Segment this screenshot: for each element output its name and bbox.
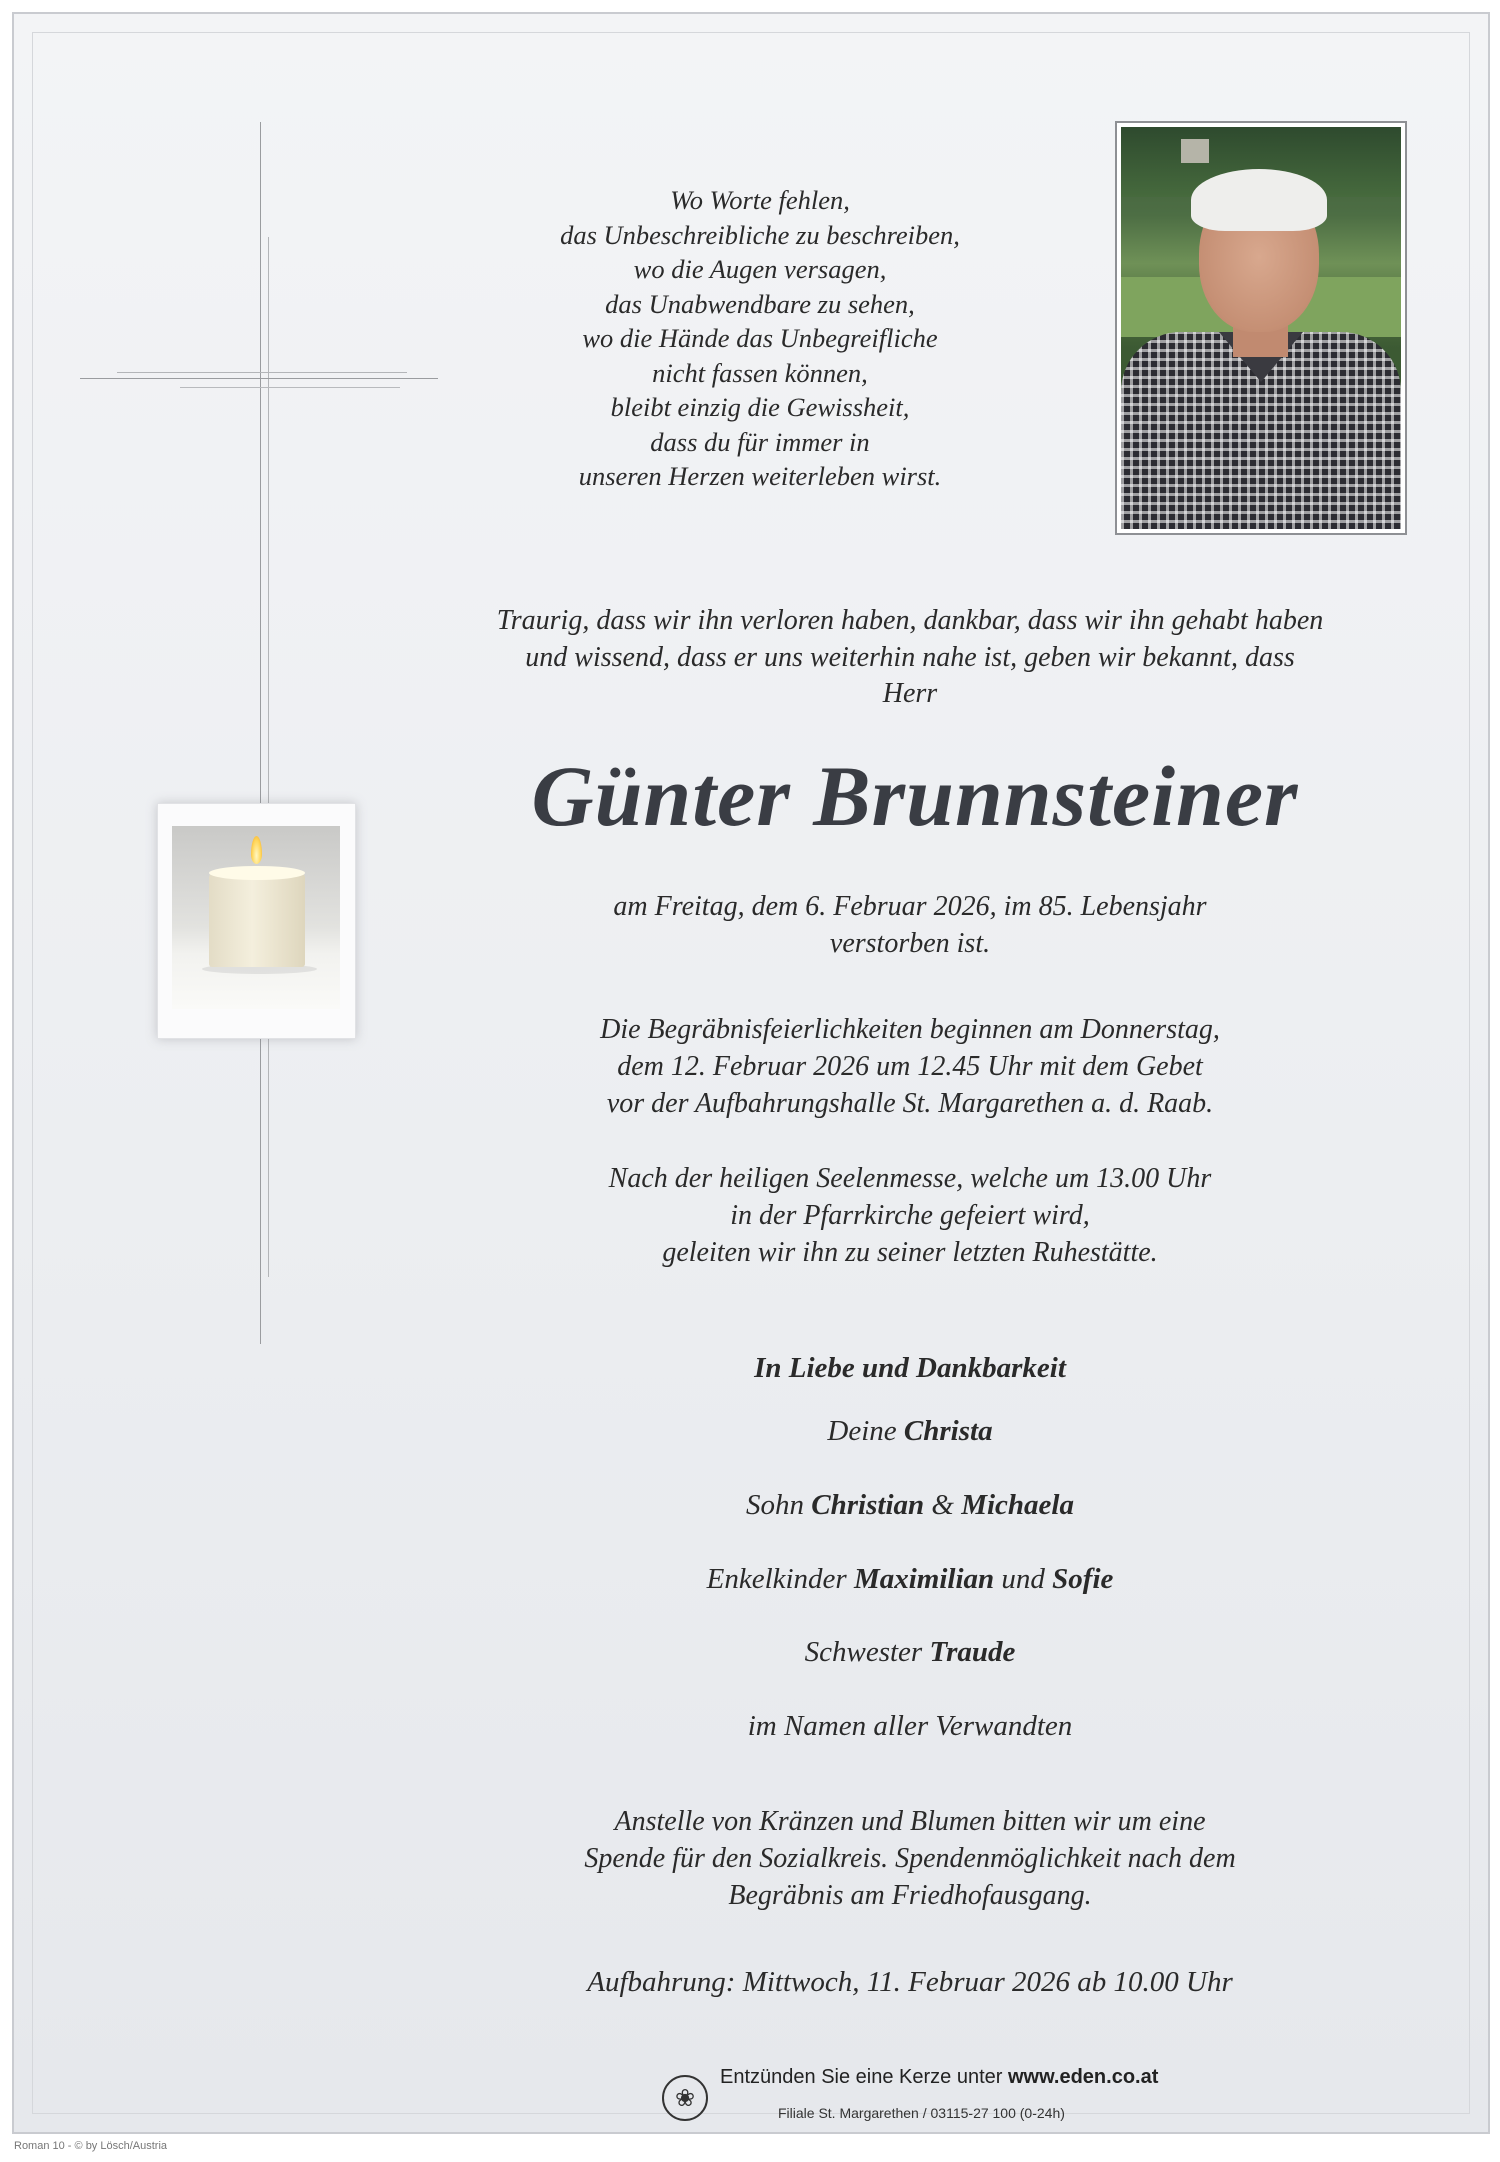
mass-line: Nach der heiligen Seelenmesse, welche um 13.00 Uhr (608, 1163, 1212, 1194)
eden-tree-icon: ❀ (662, 2075, 708, 2121)
family-wife-name: Christa (903, 1415, 993, 1447)
cross-line (180, 387, 400, 388)
candle-body (209, 872, 305, 967)
family-sister-name: Traude (929, 1636, 1016, 1668)
poem (480, 183, 1040, 494)
poem-line: unseren Herzen weiterleben wirst. (578, 461, 942, 491)
family-son (430, 1489, 1390, 1522)
viewing-line: Aufbahrung: Mittwoch, 11. Februar 2026 ab 10.00 Uhr (587, 1966, 1233, 1998)
donation-line: Spende für den Sozialkreis. Spendenmöglichkeit nach dem (584, 1843, 1236, 1874)
family-son-name: Christian (811, 1489, 925, 1521)
family-grand-1: Maximilian (853, 1563, 995, 1595)
portrait-photo (1115, 121, 1407, 535)
poem-line: nicht fassen können, (652, 357, 868, 388)
death-line: am Freitag, dem 6. Februar 2026, im 85. Lebensjahr (613, 891, 1207, 922)
death-notice (430, 888, 1390, 962)
footer-candle-line (720, 2066, 1220, 2089)
deceased-name: Günter Brunnsteiner (531, 748, 1299, 844)
candle-flame-icon (251, 836, 262, 864)
intro-line: und wissend, dass er uns weiterhin nahe ist, geben wir bekannt, dass (525, 641, 1295, 673)
poem-line: das Unabwendbare zu sehen, (605, 288, 915, 319)
announcement-intro (400, 603, 1420, 713)
mass-line: geleiten wir ihn zu seiner letzten Ruhestätte. (662, 1237, 1158, 1268)
cross-icon (260, 122, 261, 1344)
portrait-hair (1191, 169, 1327, 231)
poem-line: bleibt einzig die Gewissheit, (610, 392, 910, 422)
candle-top (209, 866, 305, 880)
funeral-line: vor der Aufbahrungshalle St. Margarethen a. d. Raab. (606, 1088, 1214, 1119)
family-grand-and: und (1001, 1563, 1045, 1595)
poem-line: wo die Hände das Unbegreifliche (582, 323, 938, 353)
imprint: Roman 10 - © by Lösch/Austria (14, 2140, 168, 2152)
candle-image (157, 803, 356, 1039)
mass-line: in der Pfarrkirche gefeiert wird, (730, 1200, 1090, 1231)
death-line: verstorben ist. (829, 928, 991, 959)
family-heading: In Liebe und Dankbarkeit (754, 1352, 1066, 1384)
donation-line: Anstelle von Kränzen und Blumen bitten wir um eine (614, 1806, 1206, 1837)
poem-line: wo die Augen versagen, (633, 254, 887, 284)
cross-line (80, 378, 438, 379)
intro-line: Herr (882, 678, 938, 709)
family-relatives: im Namen aller Verwandten (747, 1710, 1073, 1742)
poem-line: Wo Worte fehlen, (670, 185, 850, 215)
family-son-amp: & (931, 1489, 954, 1521)
family-grandchildren (430, 1563, 1390, 1596)
footer-url-link[interactable]: www.eden.co.at (1007, 2066, 1159, 2088)
viewing-info (430, 1964, 1390, 2001)
poem-line: das Unbeschreibliche zu beschreiben, (560, 219, 960, 250)
family-wife-prefix: Deine (827, 1415, 897, 1447)
funeral-line: dem 12. Februar 2026 um 12.45 Uhr mit dem Gebet (617, 1051, 1203, 1082)
family-son-partner: Michaela (961, 1489, 1074, 1521)
cross-line (117, 372, 407, 373)
family-son-prefix: Sohn (746, 1489, 805, 1521)
footer-candle-text: Entzünden Sie eine Kerze unter (720, 2066, 1003, 2088)
funeral-details (430, 1011, 1390, 1122)
family-grand-prefix: Enkelkinder (706, 1563, 847, 1595)
donation-line: Begräbnis am Friedhofausgang. (728, 1880, 1092, 1911)
cross-line (268, 237, 269, 1277)
intro-line: Traurig, dass wir ihn verloren haben, dankbar, dass wir ihn gehabt haben (496, 605, 1324, 636)
poem-line: dass du für immer in (650, 426, 870, 457)
candle-photo (172, 826, 340, 1009)
funeral-line: Die Begräbnisfeierlichkeiten beginnen am Donnerstag, (600, 1014, 1220, 1045)
donation-request (430, 1803, 1390, 1914)
footer-branch: Filiale St. Margarethen / 03115-27 100 (0-24h) (778, 2105, 1065, 2121)
mass-details (430, 1160, 1390, 1271)
family-wife (430, 1415, 1390, 1448)
family-grand-2: Sofie (1052, 1563, 1114, 1595)
portrait-image (1121, 127, 1401, 529)
family-sister (430, 1636, 1390, 1669)
family-sister-prefix: Schwester (804, 1636, 923, 1668)
portrait-background-building (1181, 139, 1209, 163)
